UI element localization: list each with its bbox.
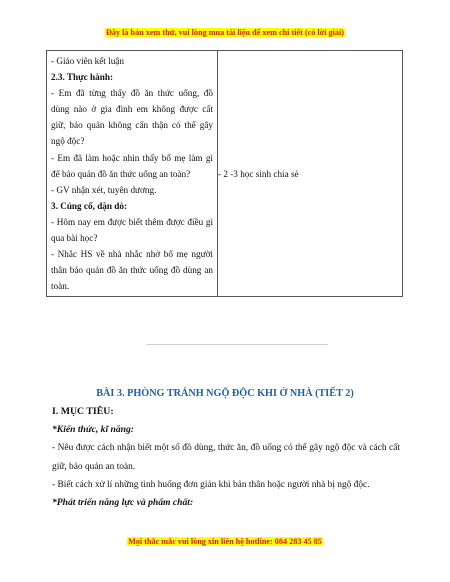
activity-line: - Em đã làm hoặc nhìn thấy bố mẹ làm gì để bảo quản đồ ăn thức uống an toàn?: [51, 152, 213, 179]
preview-banner-text: Đây là bản xem thử, vui lòng mua tài liệu để xem chi tiết (có lời giải): [105, 28, 344, 37]
section-divider: [146, 344, 328, 345]
lesson-body: [52, 403, 400, 512]
lesson-title: BÀI 3. PHÒNG TRÁNH NGỘ ĐỘC KHI Ở NHÀ (TIẾT 2): [96, 388, 354, 399]
activity-line: - GV nhận xét, tuyên dương.: [51, 184, 157, 195]
student-activities-cell: [218, 51, 403, 297]
teacher-activities-cell: [47, 51, 218, 297]
objectives-heading: I. MỤC TIÊU:: [52, 406, 114, 417]
student-activity-text: - 2 -3 học sinh chia sẻ: [218, 168, 299, 179]
activity-heading: 3. Củng cố, dặn dò:: [51, 200, 128, 211]
activity-line: - Em đã từng thấy đồ ăn thức uống, đồ dùng nào ở gia đình em không được cất giữ, bảo quản không cẩn thận có thể gây ngộ độc?: [51, 88, 213, 147]
preview-banner: [0, 28, 450, 37]
hotline-banner-text: Mọi thắc mắc vui lòng xin liên hệ hotline: 084 283 45 85: [128, 537, 322, 546]
knowledge-item: - Nêu được cách nhận biết một số đồ dùng, thức ăn, đồ uống có thể gây ngộ độc và cách cất giữ, bảo quản an toàn.: [52, 443, 400, 472]
table-row: [47, 51, 403, 297]
teacher-activities-list: [47, 51, 217, 296]
activity-heading: 2.3. Thực hành:: [51, 72, 114, 83]
activity-line: - Hôm nay em được biết thêm được điều gì qua bài học?: [51, 216, 213, 244]
activity-line: - Giáo viên kết luận: [51, 56, 124, 66]
competency-heading: *Phát triển năng lực và phẩm chất:: [52, 497, 194, 509]
knowledge-item: - Biết cách xử lí những tình huống đơn giản khi bản thân hoặc người nhà bị ngộ độc.: [52, 479, 370, 490]
hotline-banner: [0, 537, 450, 546]
lesson-activity-table: [46, 50, 403, 297]
activity-line: - Nhắc HS về nhà nhắc nhở bố mẹ người thân bảo quản đồ ăn thức uống đồ dùng an toàn.: [51, 249, 213, 292]
knowledge-heading: *Kiến thức, kĩ năng:: [52, 424, 134, 436]
